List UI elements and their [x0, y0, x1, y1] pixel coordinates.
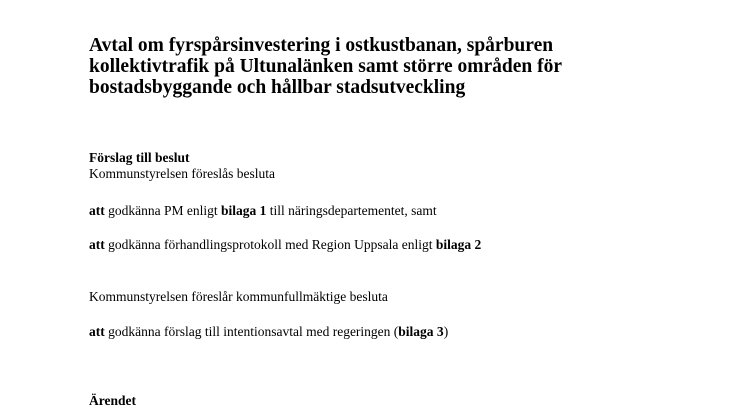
- decision-item-2: [89, 237, 481, 253]
- item-text: godkänna PM enligt: [104, 203, 221, 218]
- title-line-1: Avtal om fyrspårsinvestering i ostkustbanan, spårburen: [89, 35, 554, 56]
- board-proposes-council-text: Kommunstyrelsen föreslår kommunfullmäktige besluta: [89, 289, 388, 304]
- att-keyword: att: [89, 203, 105, 218]
- matter-heading: Ärendet: [89, 393, 136, 408]
- document-title: [89, 35, 649, 98]
- title-line-3: bostadsbyggande och hållbar stadsutveckling: [89, 77, 466, 98]
- item-text: godkänna förhandlingsprotokoll med Region Uppsala enligt: [104, 237, 436, 252]
- item-text-end: till näringsdepartementet, samt: [266, 203, 437, 218]
- item-text-end: ): [443, 324, 449, 339]
- att-keyword: att: [89, 237, 105, 252]
- decision-item-3: [89, 324, 448, 340]
- item-text: godkänna förslag till intentionsavtal med regeringen (: [104, 324, 399, 339]
- attachment-ref-1: bilaga 1: [221, 203, 267, 218]
- proposal-heading: Förslag till beslut: [89, 150, 190, 165]
- decision-item-1: [89, 203, 437, 219]
- title-line-2: kollektivtrafik på Ultunalänken samt större områden för: [89, 56, 563, 77]
- board-proposes-text: Kommunstyrelsen föreslås besluta: [89, 166, 275, 181]
- attachment-ref-2: bilaga 2: [435, 237, 482, 252]
- att-keyword: att: [89, 324, 105, 339]
- attachment-ref-3: bilaga 3: [398, 324, 444, 339]
